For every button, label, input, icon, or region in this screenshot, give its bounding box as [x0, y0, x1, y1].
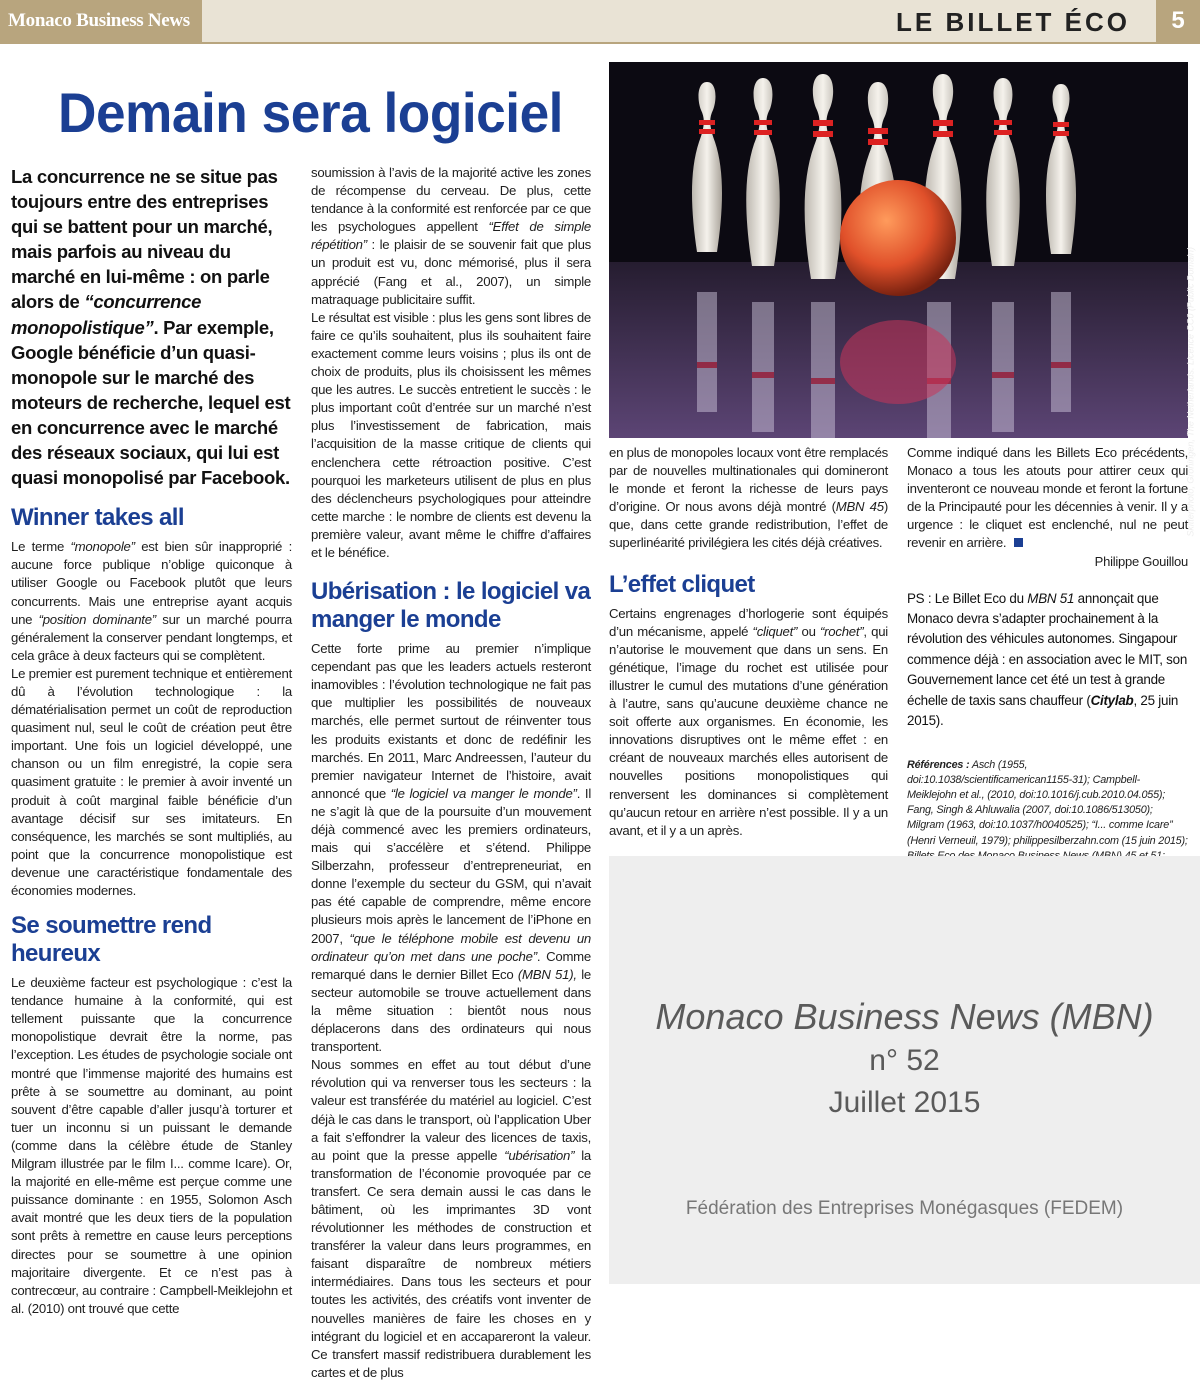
- page-number: 5: [1156, 0, 1200, 42]
- heading-uberisation: Ubérisation : le logiciel va manger le monde: [311, 578, 591, 634]
- postscript: PS : Le Billet Eco du MBN 51 annonçait que Monaco devra s’adapter prochainement à la révolution des véhicules autonomes. Singapour commence déjà : en association avec le MIT, son Gouvernement lance cet été un test à grande échelle de taxis sans chauffeur (Citylab, 25 juin 2015).: [907, 590, 1188, 729]
- column-2: [311, 164, 591, 1382]
- publication-name: Monaco Business News (MBN): [655, 996, 1154, 1037]
- paragraph: Comme indiqué dans les Billets Eco précédents, Monaco a tous les atouts pour attirer ceux qui inventeront ce nouveau monde et feront la fortune de la Principauté pour les décennies à venir. Il y a urgence : le cliquet est enclenché, nul ne peut revenir en arrière.: [907, 445, 1188, 551]
- paragraph: Nous sommes en effet au tout début d’une révolution qui va renverser tous les secteurs : la valeur est transférée du matériel au logiciel. C’est déjà le cas dans le transport, où l’application Uber a fait s’effondrer la valeur des licences de taxis, au point que la presse appelle “ubérisation” la transformation de l’économie provoquée par ce transfert. Ce sera demain aussi le cas dans le bâtiment, où les imprimantes 3D vont révolutionner les méthodes de construction et transférer la valeur dans leurs programmes, en faisant disparaître de nombreux métiers intermédiaires. Dans tous les secteurs et pour toutes les activités, des créatifs vont inventer de nouvelles manières de faire les choses en y intégrant du logiciel et en accapareront la valeur. Ce transfert massif redistribuera durablement les cartes et de plus: [311, 1057, 591, 1380]
- lead-paragraph: La concurrence ne se situe pas toujours entre des entreprises qui se battent pour un marché, mais parfois au niveau du marché en lui-même : on parle alors de “concurrence monopolistique”. Par exemple, Google bénéficie d’un quasi-monopole sur le marché des moteurs de recherche, lequel est en concurrence avec le marché des réseaux sociaux, qui lui est quasi monopolisé par Facebook.: [11, 166, 291, 489]
- author-signature: Philippe Gouillou: [1094, 553, 1188, 569]
- paragraph: Le terme “monopole” est bien sûr inapproprié : aucune force publique n’oblige quiconque à utiliser Google ou Facebook plutôt que leurs concurrents. Mais une entreprise ayant acquis une “position dominante” sur un marché pourra généralement la conserver pendant longtemps, et cela grâce à deux facteurs qui se complètent.: [11, 539, 292, 663]
- heading-winner-takes-all: Winner takes all: [11, 504, 184, 532]
- paragraph: en plus de monopoles locaux vont être remplacés par de nouvelles multinationales qui domineront le monde et feront la richesse de leurs pays d’origine. Or nous avons déjà montré (MBN 45) que, dans cette grande redistribution, l’effet de superlinéarité privilégiera les cités déjà créatives.: [609, 445, 888, 551]
- ball-reflection: [840, 320, 956, 404]
- issue-date: Juillet 2015: [828, 1086, 981, 1119]
- column-1: [11, 164, 292, 1318]
- column-3: [609, 444, 888, 840]
- end-mark-icon: [1014, 538, 1023, 547]
- publication-box: [609, 856, 1200, 1284]
- page-header: [0, 0, 1200, 44]
- heading-effet-cliquet: L’effet cliquet: [609, 570, 755, 598]
- issue-number: n° 52: [869, 1044, 940, 1077]
- column-4: [907, 444, 1188, 879]
- paragraph: Cette forte prime au premier n’implique cependant pas que les leaders actuels resteront inamovibles : l’évolution technologique ne fait pas que multiplier les possibilités de nouveaux marchés, elle permet surtout de réinventer tous les produits existants et donc de redéfinir les marchés. En 2011, Marc Andreessen, l’auteur du premier navigateur Internet de l’histoire, avait annoncé que “le logiciel va manger le monde”. Il ne s’agit là que de la poursuite d’un mouvement déjà commencé avec les premiers ordinateurs, mais qui s’accélère et s’étend. Philippe Silberzahn, professeur d’entrepreneuriat, en donne l’exemple du secteur du GSM, qui n’avait pas été capable de comprendre, même encore plusieurs mois après le lancement de l’iPhone en 2007, “que le téléphone mobile est devenu un ordinateur qu’on met dans une poche”. Comme remarqué dans le dernier Billet Eco (MBN 51), le secteur automobile se trouve actuellement dans la même situation : bientôt nous nous déplacerons dans des ordinateurs qui nous transportent.: [311, 641, 592, 1055]
- heading-se-soumettre: Se soumettre rend heureux: [11, 912, 212, 968]
- references: Références : Asch (1955, doi:10.1038/scientificamerican1155-31); Campbell-Meiklejohn et al., (2010, doi:10.1016/j.cub.2010.04.055); Fang, Singh & Ahluwalia (2007, doi:10.1086/513050); Milgram (1963, doi:10.1037/h0040525); “I... comme Icare” (Henri Verneuil, 1979); philippesilberzahn.com (15 juin 2015);: [907, 758, 1188, 847]
- paragraph: Le deuxième facteur est psychologique : c’est la tendance humaine à la conformité, qui est tellement puissante que la concurrence monopolistique devrait être la norme, pas l’exception. Les études de psychologie sociale ont montré que l’immense majorité des humains est prête à se soumettre au dominant, au point souvent d’être capable d’aller jusqu’à torturer et tuer un inconnu si un puissant le demande (comme dans la célèbre étude de Stanley Milgram illustrée par le film I... comme Icare). Or, la majorité en elle-même est perçue comme une puissance dominante : en 1955, Solomon Asch avait montré que les deux tiers de la population sont prêts à remettre en cause leurs perceptions directes pour se soumettre à une opinion majoritaire divergente. Et ce n’est pas à contrecœur, au contraire : Campbell-Meiklejohn et al. (2010) ont trouvé que cette: [11, 975, 292, 1316]
- federation-name: Fédération des Entreprises Monégasques (FEDEM): [685, 1198, 1124, 1219]
- paragraph: Certains engrenages d’horlogerie sont équipés d’un mécanisme, appelé “cliquet” ou “rochet”, qui n’autorise le mouvement que dans un sens. En génétique, l’image du rochet est utilisée pour illustrer le cumul des mutations d’une génération à l’autre, sans qu’aucune deuxième chance ne soit offerte aux organismes. En économie, les innovations disruptives ont le même effet : en créant de nouveaux marchés elles autorisent de nouvelles positions monopolistiques qui renversent les dominances si complètement qu’aucun retour en arrière n’est possible. Il y a un avant, et il y a un après.: [609, 605, 888, 838]
- bowling-ball: [840, 180, 956, 296]
- article-title: Demain sera logiciel: [58, 81, 563, 144]
- header-rule: [0, 42, 1200, 44]
- brand-logo: Monaco Business News: [0, 0, 202, 42]
- paragraph: soumission à l’avis de la majorité active les zones de récompense du cerveau. De plus, cette tendance à la conformité est renforcée par ce que les psychologues appellent “Effet de simple répétition” : le plaisir de se souvenir fait que plus un produit est vu, donc mémorisé, plus il sera apprécié (Fang et al., 2007), un simple matraquage publicitaire suffit.: [311, 165, 591, 307]
- paragraph: Le résultat est visible : plus les gens sont libres de faire ce qu’ils souhaitent, plus ils souhaitent faire exactement comme leurs voisins ; plus ils ont de choix de produits, plus ils choisissent les mêmes que les autres. Le succès entretient le succès : le plus important coût d’entrée sur un marché n’est plus l’investissement de fabrication, mais l’acquisition de la masse critique de clients qui enclenchera cette rétroaction positive. C’est pourquoi les marketeurs utilisent de plus en plus des déclencheurs psychologiques pour atteindre cette marche : le nombre de clients est devenu la première valeur, avant même le chiffre d’affaires et le bénéfice.: [311, 309, 591, 560]
- photo-credit: Skitterphoto, Groningen, The Netherlands. Licence CC0 (Public Domain): [1186, 247, 1196, 537]
- section-label: LE BILLET ÉCO: [896, 7, 1130, 37]
- bowling-pins-illustration: [609, 62, 1188, 438]
- paragraph: Le premier est purement technique et entièrement dû à l’évolution technologique : la dématérialisation permet un coût de reproduction quasiment nul, seul le coût de création peut être important. Une fois un logiciel développé, une chanson ou un film enregistré, la copie sera quasiment gratuite : le premier à avoir inventé un produit à coût marginal faible bénéficie d’un avantage décisif sur ses imitateurs. En conséquence, les marchés se sont multipliés, au point que la concurrence monopolistique est devenue une caractéristique fondamentale des économies modernes.: [11, 665, 292, 898]
